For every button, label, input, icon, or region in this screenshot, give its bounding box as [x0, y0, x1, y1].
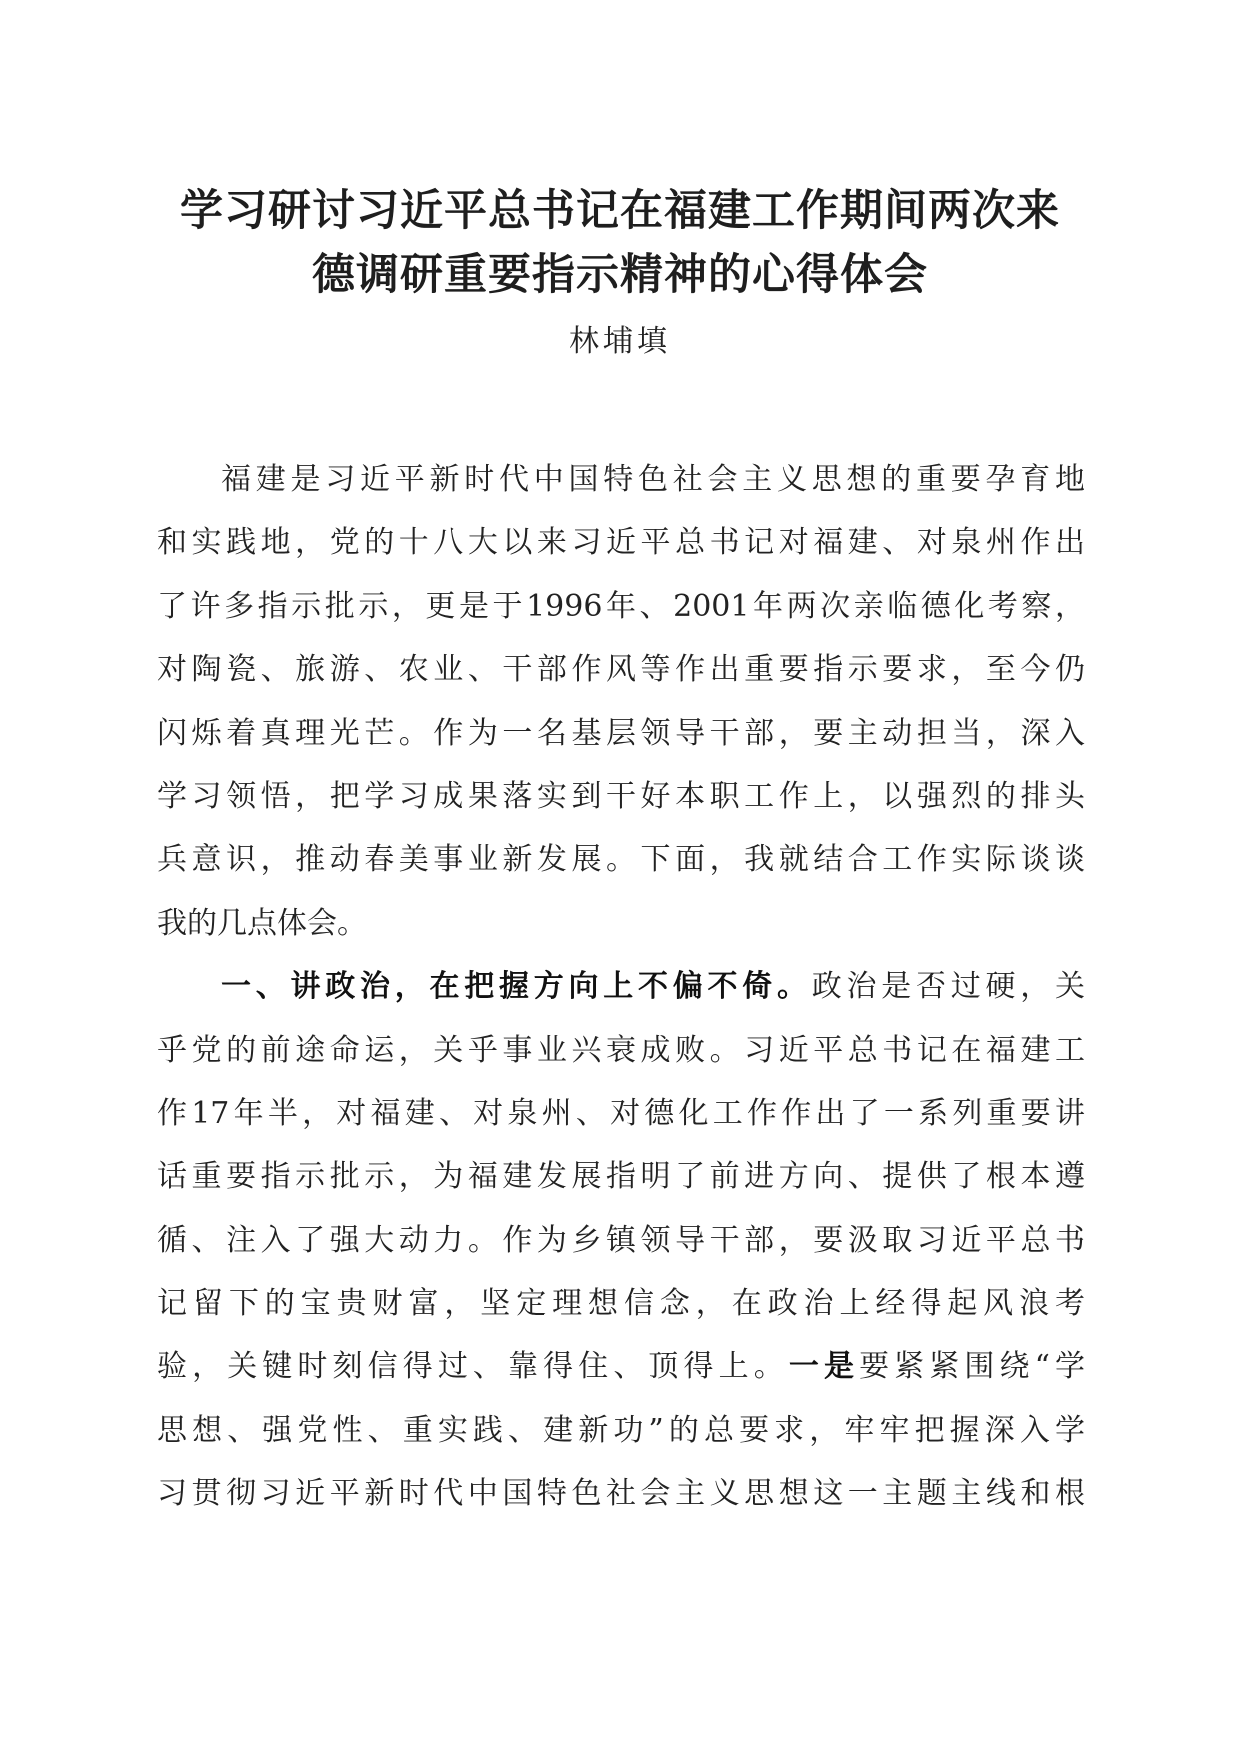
paragraph-2-text: 验，关键时刻信得过、靠得住、顶得上。 — [157, 1349, 789, 1385]
paragraph-2-line: 习贯彻习近平新时代中国特色社会主义思想这一主题主线和根 — [157, 1476, 1085, 1512]
paragraph-1-line: 闪烁着真理光芒。作为一名基层领导干部，要主动担当，深入 — [157, 715, 1085, 751]
paragraph-2-line: 思想、强党性、重实践、建新功”的总要求，牢牢把握深入学 — [157, 1412, 1085, 1448]
author-name: 林埔填 — [569, 324, 671, 359]
paragraph-2-line: 记留下的宝贵财富，坚定理想信念，在政治上经得起风浪考 — [157, 1286, 1085, 1322]
document-title-line-1: 学习研讨习近平总书记在福建工作期间两次来 — [180, 186, 1060, 236]
paragraph-1-line: 兵意识，推动春美事业新发展。下面，我就结合工作实际谈谈 — [157, 842, 1085, 878]
paragraph-1-line: 了许多指示批示，更是于1996年、2001年两次亲临德化考察， — [157, 588, 1085, 624]
paragraph-2-line: 话重要指示批示，为福建发展指明了前进方向、提供了根本遵 — [157, 1159, 1085, 1195]
emphasis-first-point: 一是 — [788, 1349, 860, 1385]
paragraph-2-line: 作17年半，对福建、对泉州、对德化工作作出了一系列重要讲 — [157, 1095, 1085, 1131]
paragraph-2-text: 要紧紧围绕“学 — [859, 1349, 1086, 1385]
paragraph-2-line: 循、注入了强大动力。作为乡镇领导干部，要汲取习近平总书 — [157, 1222, 1085, 1258]
paragraph-2-first-line — [157, 955, 1085, 1018]
paragraph-2-text: 政治是否过硬，关 — [811, 969, 1085, 1005]
document-body — [157, 448, 1085, 1526]
document-title-line-2: 德调研重要指示精神的心得体会 — [312, 250, 928, 300]
paragraph-1-line: 福建是习近平新时代中国特色社会主义思想的重要孕育地 — [221, 462, 1085, 497]
paragraph-2-line-with-emphasis — [157, 1335, 1085, 1398]
paragraph-1-line: 对陶瓷、旅游、农业、干部作风等作出重要指示要求，至今仍 — [157, 652, 1085, 688]
paragraph-1-line: 学习领悟，把学习成果落实到干好本职工作上，以强烈的排头 — [157, 778, 1085, 814]
paragraph-1-line: 和实践地，党的十八大以来习近平总书记对福建、对泉州作出 — [157, 525, 1085, 561]
section-heading-1: 一、讲政治，在把握方向上不偏不倚。 — [221, 969, 812, 1005]
paragraph-2-line: 乎党的前途命运，关乎事业兴衰成败。习近平总书记在福建工 — [157, 1032, 1085, 1068]
paragraph-1-line: 我的几点体会。 — [157, 905, 367, 941]
